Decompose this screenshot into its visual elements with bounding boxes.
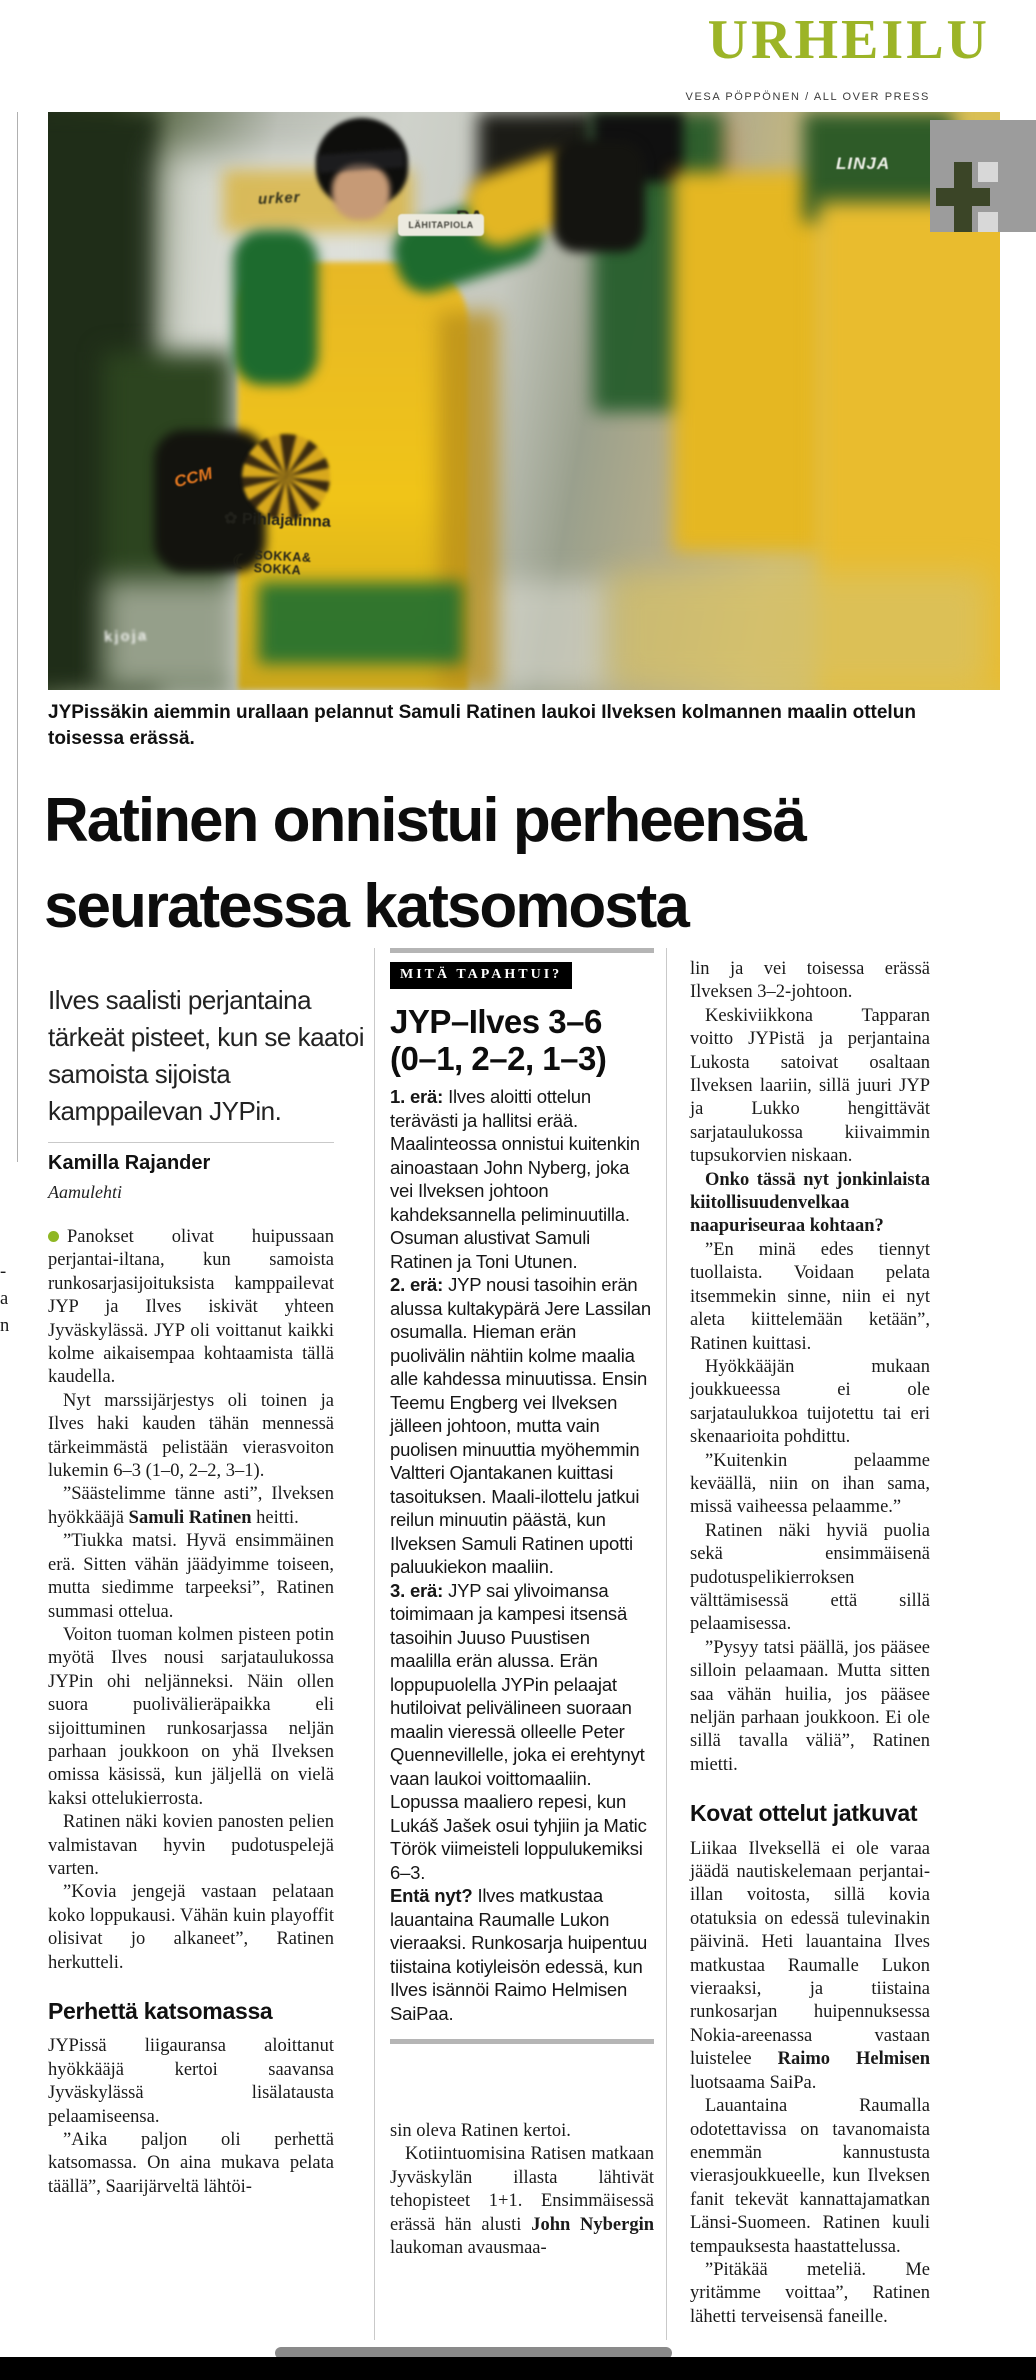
factbox-label: Entä nyt? (390, 1885, 473, 1906)
factbox-bottom-rule (390, 2039, 654, 2044)
factbox-top-rule (390, 948, 654, 953)
factbox-label: 2. erä: (390, 1274, 444, 1295)
photo-blob-teammate-jersey (673, 172, 823, 552)
paragraph: Voiton tuoman kolmen pisteen potin myötä Ilves nousi sarjataulukossa JYPin ohi neljänneksi. Näin ollen suora puolivälieräpaikka eli sijoittuminen runkosarjassa neljän parhaan joukkoon on yhä Ilveksen omissa käsissä, kun jäljellä on vielä kaksi ottelukierrosta. (48, 1624, 334, 1809)
paragraph: Onko tässä nyt jonkinlaista kiitollisuudenvelkaa naapuriseuraa kohtaan? (690, 1169, 930, 1237)
column-divider (374, 948, 375, 2340)
paragraph: ”Pitäkää meteliä. Me yritämme voittaa”, Ratinen lähetti terveisensä faneille. (690, 2259, 930, 2327)
photo-caption: JYPissäkin aiemmin urallaan pelannut Samuli Ratinen laukoi Ilveksen kolmannen maalin ottelun toisessa erässä. (48, 702, 916, 749)
factbox-paragraph (390, 1085, 654, 1273)
plus-icon-square (978, 212, 998, 232)
subheading: Perhettä katsomassa (48, 1998, 273, 2024)
paragraph: JYPissä liigauransa aloittanut hyökkääjä kertoi saavansa Jyväskylässä lisälatausta pelaamiseensa. (48, 2036, 334, 2127)
paragraph: ”Tiukka matsi. Hyvä ensimmäinen erä. Sitten vähän jäädyimme toiseen, mutta siedimme tarpeeksi”, Ratinen summasi ottelua. (48, 1531, 334, 1622)
premium-plus-icon (930, 120, 1036, 232)
paragraph: Kotiintuomisina Ratisen matkaan Jyväskylän illasta lähtivät tehopisteet 1+1. Ensimmäisessä erässä hän alusti John Nybergin laukoman avausmaa- (390, 2144, 654, 2259)
factbox-text: Ilves aloitti ottelun terävästi ja hallitsi erää. Maalinteossa onnistui kuitenkin ainoastaan John Nyberg, joka vei Ilveksen johtoon kahdeksannella peliminuutilla. Osuman alustivat Samuli Ratinen ja Toni Utunen. (390, 1086, 640, 1272)
rink-board-text: urker (257, 188, 301, 209)
plus-icon-horizontal-bar (936, 188, 990, 206)
rink-board-text: LINJA (836, 154, 891, 173)
factbox-text: JYP nousi tasoihin erän alussa kultakypärä Jere Lassilan osumalla. Hieman erän puolivälin nähtiin kolme maalia alle kahdessa minuutissa. Ensin Teemu Engberg vei Ilveksen jälleen johtoon, mutta vain puolisen minuuttia myöhemmin Valtteri Ojantakanen kuittasi tasoituksen. Maali-ilottelu jatkui reilun minuutin päästä, kun Ilveksen Samuli Ratinen upotti paluukiekon maaliin. (390, 1274, 651, 1577)
factbox-kicker: MITÄ TAPAHTUI? (390, 962, 572, 989)
photo-credit: VESA PÖPPÖNEN / ALL OVER PRESS (685, 91, 930, 103)
player-face (332, 164, 390, 220)
paragraph: lin ja vei toisessa erässä Ilveksen 3–2-johtoon. (690, 959, 930, 1003)
jersey-sponsor-text (224, 508, 331, 532)
player-raised-glove (553, 140, 645, 252)
page-bottom-bar (0, 2357, 1036, 2380)
paragraph: ”Pysyy tatsi päällä, jos pääsee silloin pelaamaan. Mutta sitten saa vähän huilia, jos pääsee neljän parhaan joukkoon. Ei ole sillä tavalla väliä”, Ratinen mietti. (690, 1637, 930, 1775)
paragraph: Panokset olivat huipussaan perjantai-iltana, kun samoista runkosarjasijoituksista kamppailevat JYP ja Ilves iskivät yhteen Jyväskylässä. JYP oli voittanut kaikki kolme aikaisempaa kohtaamista tällä kaudella. (48, 1227, 334, 1388)
paragraph: ”Kovia jengejä vastaan pelataan koko loppukausi. Vähän kuin playoffit olisivat jo alkaneet”, Ratinen herkutteli. (48, 1882, 334, 1973)
section-title: URHEILU (707, 9, 990, 71)
adjacent-page-column-rule (17, 112, 18, 1162)
factbox-title-line1: JYP–Ilves 3–6 (390, 1003, 602, 1040)
article-headline (44, 778, 974, 950)
player-shoulder-left (233, 230, 318, 385)
page-edge-text-fragment: a (0, 1289, 9, 1309)
factbox-text: JYP sai ylivoimansa toimimaan ja kampesi itsensä tasoihin Juuso Puustisen maalilla erän alussa. Erän loppupuolella JYPin pelaajat hutiloivat pelivälineen suoraan maalin vieressä olleelle Peter Quennevillelle, joka ei erehtynyt vaan laukoi voittomaaliin. Lopussa maaliero repesi, kun Lukáš Jašek osui tyhjiin ja Matic Török viimeisteli loppulukemiksi 6–3. (390, 1579, 647, 1883)
glove-brand-text: CCM (172, 463, 215, 492)
factbox-title-line2: (0–1, 2–2, 1–3) (390, 1040, 607, 1077)
player-jersey-hem (258, 582, 463, 664)
paragraph: ”En minä edes tiennyt tuollaista. Voidaan pelata itsemmekin sinne, niin ei nyt aleta kiittelemään ketään”, Ratinen kuittasi. (690, 1239, 930, 1354)
byline-divider (48, 1142, 334, 1143)
factbox-text: Ilves matkustaa lauantaina Raumalle Lukon vieraaksi. Runkosarja huipentuu tiistaina kotiyleisön edessä, kun Ilves isännöi Raimo Helmisen SaiPaa. (390, 1885, 648, 2024)
factbox-body (390, 1085, 654, 2025)
paragraph: Hyökkääjän mukaan joukkueessa ei ole sarjataulukkoa tuijotettu tai eri skenaarioita pohdittu. (690, 1356, 930, 1448)
subheading: Kovat ottelut jatkuvat (690, 1800, 918, 1827)
byline-source: Aamulehti (48, 1182, 122, 1202)
plus-icon-square (978, 162, 998, 182)
paragraph: ”Aika paljon oli perhettä katsomassa. On aina mukava pelata täällä”, Saarijärveltä lähtöi- (48, 2130, 334, 2197)
paragraph: Ratinen näki hyviä puolia sekä ensimmäisenä pudotuspelikierroksen välttämisessä että sillä pelaamisessa. (690, 1520, 930, 1635)
body-column-middle (390, 2120, 654, 2260)
paragraph: Ratinen näki kovien panosten pelien valmistavan hyvin pudotuspelejä varten. (48, 1812, 334, 1879)
ilves-lynx-logo (242, 434, 330, 520)
headline-line2: seuratessa katsomosta (44, 872, 688, 941)
factbox-paragraph (390, 1884, 654, 2025)
byline-author: Kamilla Rajander (48, 1152, 211, 1174)
column-divider (666, 948, 667, 2340)
page-edge-text-fragment: n (0, 1316, 10, 1336)
article-lead: Ilves saalisti perjantaina tärkeät pisteet, kun se kaatoi samoista sijoista kamppailevan JYPin. (48, 985, 364, 1126)
sponsor-lower-line1: SOKKA& (253, 548, 312, 566)
sponsor-lower-line2: SOKKA (253, 561, 302, 578)
jersey-sponsor-text (231, 548, 311, 578)
rink-board-text: kjoja (103, 627, 149, 646)
factbox-label: 1. erä: (390, 1086, 444, 1107)
factbox-label: 3. erä: (390, 1579, 444, 1601)
headline-line1: Ratinen onnistui perheensä (44, 786, 806, 855)
paragraph: Lauantaina Raumalla odotettavissa on tavanomaista enemmän kannustusta vierasjoukkueelle, kun Ilveksen fanit tekevät kannattajamatkan Länsi-Suomeen. Ratinen kuuli tempauksesta haastattelussa. (690, 2096, 930, 2257)
page-edge-text-fragment: - (0, 1262, 7, 1282)
paragraph: ”Kuitenkin pelaamme keväällä, niin on ihan sama, missä vaiheessa pelaamme.” (690, 1450, 930, 1518)
paragraph: Keskiviikkona Tapparan voitto JYPistä ja perjantaina Lukosta satoivat osaltaan Ilveksen laariin, sillä juuri JYP ja Lukko hengittävät sarjataulukossa kiivaimmin tupsukorvien niskaan. (690, 1005, 930, 1167)
sponsor-main-label: Pihlajalinna (241, 510, 332, 531)
factbox (390, 948, 654, 2044)
photo-blob-ice-reflection (608, 572, 988, 690)
article-photo (48, 112, 1000, 690)
pihlajalinna-flower-icon: ✿ (223, 510, 238, 528)
paragraph: Liikaa Ilveksellä ei ole varaa jäädä nautiskelemaan perjantai-illan voitosta, sillä kovia otatuksia on edessä tulevinakin päivinä. Heti lauantaina Ilves matkustaa Raumalle Lukon vieraaksi, ja tiistaina runkosarjan huipennuksessa Nokia-areenassa vastaan luistelee Raimo Helmisen luotsaama SaiPa. (690, 1838, 930, 2093)
factbox-paragraph (390, 1273, 654, 1579)
paragraph: ”Säästelimme tänne asti”, Ilveksen hyökkääjä Samuli Ratinen heitti. (48, 1484, 334, 1528)
paragraph: Nyt marssijärjestys oli toinen ja Ilves haki kauden tähän mennessä tärkeimmästä pelistään vierasvoiton lukemin 6–3 (1–0, 2–2, 3–1). (48, 1390, 334, 1482)
jersey-chest-patch: LÄHITAPIOLA (398, 214, 484, 236)
body-column-right (690, 958, 930, 2329)
bullet-icon (48, 1231, 59, 1242)
crescent-icon: ☾ (231, 550, 251, 574)
body-column-left (48, 1226, 334, 2199)
factbox-title (390, 1003, 654, 1077)
paragraph: sin oleva Ratinen kertoi. (390, 2121, 571, 2141)
factbox-paragraph (390, 1579, 654, 1885)
